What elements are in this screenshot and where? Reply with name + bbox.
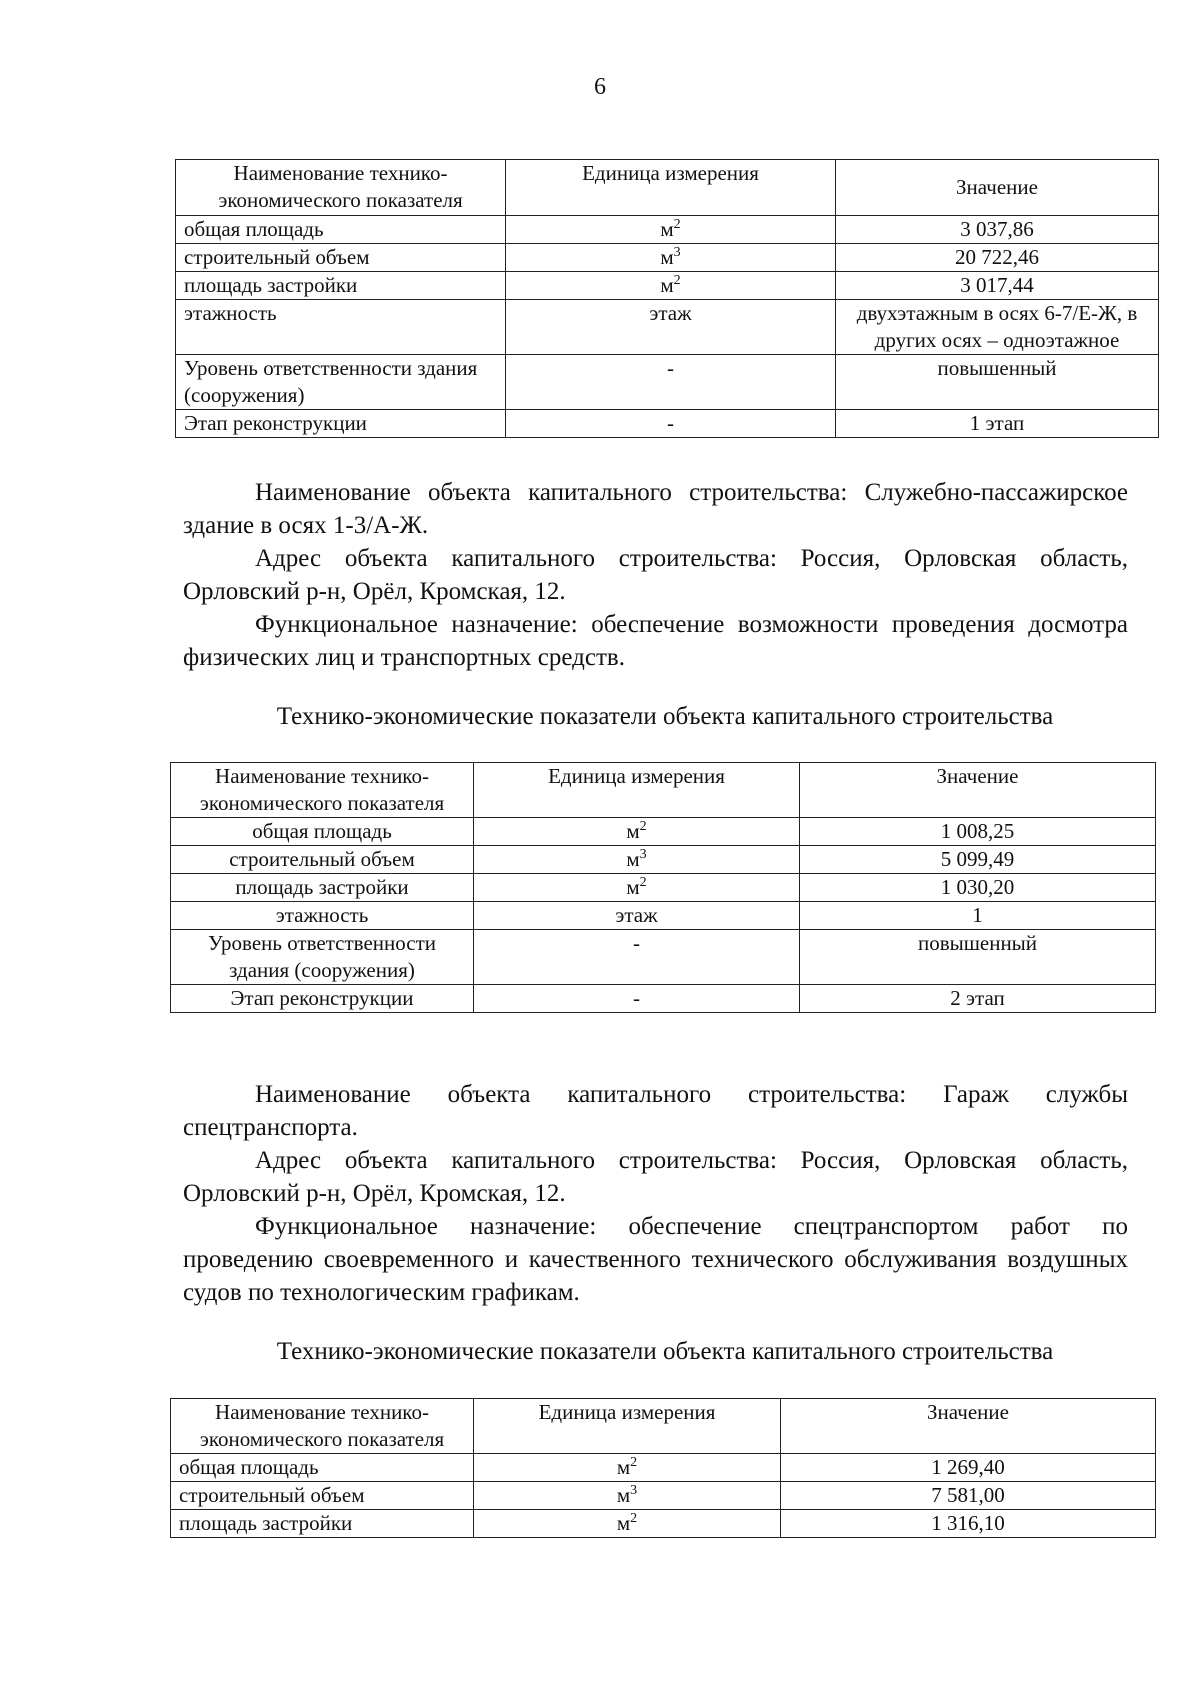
indicator-value: 1 030,20	[800, 874, 1156, 902]
object-function-text: Функциональное назначение: обеспечение спецтранспортом работ по проведению своевременного и качественного технического обслуживания воздушных судов по технологическим графикам.	[183, 1213, 1128, 1306]
table-caption: Технико-экономические показатели объекта капитального строительства	[276, 1338, 1054, 1365]
indicator-name: Этап реконструкции	[171, 985, 474, 1013]
unit-cell: этаж	[506, 300, 836, 355]
indicator-value: 1 008,25	[800, 818, 1156, 846]
unit-text: м	[626, 875, 640, 899]
indicator-value: 3 017,44	[836, 272, 1159, 300]
indicator-name: общая площадь	[176, 216, 506, 244]
table-row	[171, 874, 1156, 902]
unit-cell	[474, 1510, 781, 1538]
table-row	[171, 902, 1156, 930]
table-row	[171, 985, 1156, 1013]
indicator-name: площадь застройки	[176, 272, 506, 300]
indicator-name: площадь застройки	[171, 1510, 474, 1538]
unit-text: м	[660, 273, 674, 297]
header-value: Значение	[781, 1399, 1156, 1454]
page-number: 6	[594, 74, 606, 100]
unit-cell	[506, 272, 836, 300]
indicator-name: строительный объем	[176, 244, 506, 272]
object-function-text: Функциональное назначение: обеспечение возможности проведения досмотра физических лиц и транспортных средств.	[183, 611, 1128, 671]
indicator-value: 5 099,49	[800, 846, 1156, 874]
indicator-value: двухэтажным в осях 6-7/Е-Ж, в других осях – одноэтажное	[836, 300, 1159, 355]
table-row	[176, 216, 1159, 244]
unit-cell	[506, 216, 836, 244]
indicator-value: 2 этап	[800, 985, 1156, 1013]
header-indicator-name: Наименование технико-экономического показателя	[176, 160, 506, 216]
unit-text: м	[616, 1483, 631, 1507]
table-row	[176, 355, 1159, 410]
indicator-name: общая площадь	[171, 1454, 474, 1482]
object-address-paragraph	[183, 542, 1128, 608]
header-value: Значение	[800, 763, 1156, 818]
header-unit: Единица измерения	[474, 1399, 781, 1454]
table-header-row	[171, 1399, 1156, 1454]
table-row	[176, 244, 1159, 272]
unit-power: 2	[639, 875, 647, 890]
indicator-name: строительный объем	[171, 1482, 474, 1510]
table-row	[171, 1482, 1156, 1510]
object-function-paragraph	[183, 1210, 1128, 1309]
unit-cell	[474, 818, 800, 846]
unit-power: 2	[630, 1455, 638, 1470]
table-row	[176, 300, 1159, 355]
unit-cell: -	[474, 985, 800, 1013]
table-caption: Технико-экономические показатели объекта капитального строительства	[276, 703, 1054, 730]
unit-power: 2	[673, 217, 681, 232]
unit-cell	[474, 1482, 781, 1510]
indicator-value: 20 722,46	[836, 244, 1159, 272]
unit-power: 2	[630, 1511, 638, 1526]
object-address-text: Адрес объекта капитального строительства: Россия, Орловская область, Орловский р-н, Орёл, Кромская, 12.	[183, 1147, 1128, 1207]
header-value: Значение	[836, 160, 1159, 216]
indicator-name: этажность	[176, 300, 506, 355]
unit-power: 3	[630, 1483, 638, 1498]
object-address-text: Адрес объекта капитального строительства: Россия, Орловская область, Орловский р-н, Орёл, Кромская, 12.	[183, 545, 1128, 605]
indicator-value: 3 037,86	[836, 216, 1159, 244]
unit-cell: -	[506, 410, 836, 438]
table-row	[171, 1454, 1156, 1482]
indicator-value: 1 этап	[836, 410, 1159, 438]
table-header-row	[176, 160, 1159, 216]
unit-cell	[474, 1454, 781, 1482]
table-row	[171, 930, 1156, 985]
unit-power: 3	[673, 245, 681, 260]
indicator-value: повышенный	[800, 930, 1156, 985]
object-name-text: Наименование объекта капитального строительства: Служебно-пассажирское здание в осях 1-3/А-Ж.	[183, 479, 1128, 539]
indicators-table-1	[175, 159, 1159, 438]
indicator-value: 1 269,40	[781, 1454, 1156, 1482]
unit-text: м	[660, 217, 674, 241]
unit-power: 2	[639, 819, 647, 834]
indicator-name: этажность	[171, 902, 474, 930]
unit-text: м	[616, 1511, 631, 1535]
table-header-row	[171, 763, 1156, 818]
header-unit: Единица измерения	[506, 160, 836, 216]
header-unit: Единица измерения	[474, 763, 800, 818]
unit-power: 2	[673, 273, 681, 288]
unit-text: м	[660, 245, 674, 269]
indicator-value: 1	[800, 902, 1156, 930]
unit-power: 3	[639, 847, 647, 862]
indicator-name: Уровень ответственности здания (сооружения)	[171, 930, 474, 985]
table-row	[176, 272, 1159, 300]
indicator-name: площадь застройки	[171, 874, 474, 902]
indicators-table-2	[170, 762, 1156, 1013]
unit-cell: этаж	[474, 902, 800, 930]
object-name-paragraph	[183, 1078, 1128, 1144]
indicator-name: строительный объем	[171, 846, 474, 874]
table-row	[171, 846, 1156, 874]
header-indicator-name: Наименование технико-экономического показателя	[171, 1399, 474, 1454]
indicator-name: Этап реконструкции	[176, 410, 506, 438]
indicator-name: общая площадь	[171, 818, 474, 846]
unit-text: м	[626, 819, 640, 843]
unit-cell	[474, 874, 800, 902]
unit-cell	[506, 244, 836, 272]
indicator-name: Уровень ответственности здания (сооружения)	[176, 355, 506, 410]
unit-cell: -	[506, 355, 836, 410]
table-row	[176, 410, 1159, 438]
unit-text: м	[616, 1455, 631, 1479]
object-name-paragraph	[183, 476, 1128, 542]
indicators-table-3	[170, 1398, 1156, 1538]
unit-cell: -	[474, 930, 800, 985]
indicator-value: повышенный	[836, 355, 1159, 410]
table-row	[171, 1510, 1156, 1538]
unit-cell	[474, 846, 800, 874]
indicator-value: 7 581,00	[781, 1482, 1156, 1510]
object-function-paragraph	[183, 608, 1128, 674]
indicator-value: 1 316,10	[781, 1510, 1156, 1538]
object-address-paragraph	[183, 1144, 1128, 1210]
header-indicator-name: Наименование технико-экономического показателя	[171, 763, 474, 818]
object-name-text: Наименование объекта капитального строительства: Гараж службы спецтранспорта.	[183, 1081, 1128, 1141]
table-row	[171, 818, 1156, 846]
unit-text: м	[626, 847, 640, 871]
